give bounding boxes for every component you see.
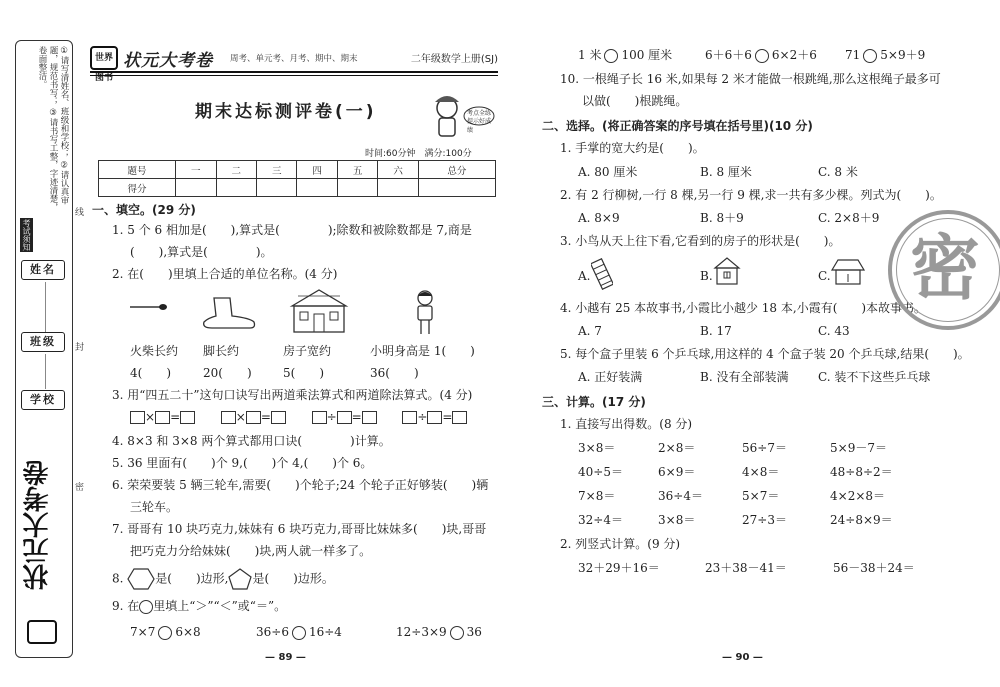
- hexagon-question: 是( )边形,: [155, 571, 229, 586]
- question-2: 2. 在( )里填上合适的单位名称。(4 分): [112, 267, 338, 281]
- score-header-cell: 总分: [418, 161, 495, 179]
- choice-1-option-b[interactable]: B. 8 厘米: [700, 165, 752, 179]
- question-3: 3. 用“四五二十”这句口诀写出两道乘法算式和两道除法算式。(4 分): [112, 388, 473, 402]
- choice-4-option-b[interactable]: B. 17: [700, 324, 732, 338]
- foot-length-label: 脚长约: [203, 344, 240, 358]
- choice-2-option-a[interactable]: A. 8×9: [578, 211, 620, 225]
- choice-5-option-c[interactable]: C. 装不下这些乒乓球: [818, 370, 931, 384]
- compare-left: 71: [845, 48, 861, 62]
- brand-name: 状元大考卷: [123, 51, 213, 71]
- roof-top-view-icon: [591, 258, 613, 290]
- compare-right: 16÷4: [308, 625, 342, 639]
- question-9-instruction: 里填上“＞”“＜”或“＝”。: [153, 599, 287, 613]
- calc-item: 32÷4＝: [578, 513, 623, 527]
- exam-notice-badge: 考试须知: [22, 219, 31, 251]
- compare-item: [396, 624, 482, 640]
- class-field[interactable]: 班级: [21, 332, 65, 352]
- divide-sign: ÷: [326, 410, 337, 424]
- hexagon-icon: [127, 568, 155, 590]
- instruction-2: ②请认真审题，规范书写；: [48, 46, 69, 205]
- choice-5-option-b[interactable]: B. 没有全部装满: [700, 370, 789, 384]
- score-cell[interactable]: [297, 179, 337, 197]
- compare-item: [130, 624, 201, 640]
- compare-item: [705, 47, 817, 63]
- vertical-calc-item: 56－38＋24＝: [833, 561, 915, 575]
- question-9: [112, 598, 286, 614]
- exam-meta: 时间:60分钟 满分:100分: [365, 149, 472, 159]
- choice-4-option-a[interactable]: A. 7: [578, 324, 602, 338]
- compare-left: 36÷6: [256, 625, 289, 639]
- compare-circle[interactable]: [604, 49, 618, 63]
- compare-left: 6＋6＋6: [705, 48, 752, 62]
- compare-circle[interactable]: [755, 49, 769, 63]
- strip-divider: [45, 282, 46, 332]
- choice-5: 5. 每个盒子里装 6 个乒乓球,用这样的 4 个盒子装 20 个乒乓球,结果( )。: [560, 347, 970, 361]
- answer-box[interactable]: [271, 411, 286, 424]
- equation-3: [312, 410, 377, 424]
- score-header-row: [99, 161, 496, 179]
- question-5: 5. 36 里面有( )个 9,( )个 4,( )个 6。: [112, 456, 373, 470]
- vertical-calc-item: 23＋38－41＝: [705, 561, 787, 575]
- height-answer: 36( ): [370, 366, 419, 380]
- question-4: 4. 8×3 和 3×8 两个算式都用口诀( )计算。: [112, 434, 391, 448]
- compare-right: 36: [466, 625, 482, 639]
- section-2-heading: 二、选择。(将正确答案的序号填在括号里)(10 分): [542, 119, 813, 133]
- calc-item: 4×8＝: [742, 465, 780, 479]
- choice-1-option-c[interactable]: C. 8 米: [818, 165, 858, 179]
- calc-item: 3×8＝: [578, 441, 616, 455]
- answer-box[interactable]: [402, 411, 417, 424]
- compare-right: 6×8: [175, 625, 201, 639]
- foot-length-answer: 20( ): [203, 366, 252, 380]
- section-3-heading: 三、计算。(17 分): [542, 395, 646, 409]
- question-8: [112, 568, 334, 590]
- choice-2: 2. 有 2 行柳树,一行 8 棵,另一行 9 棵,求一共有多少棵。列式为( )。: [560, 188, 942, 202]
- equals-sign: =: [351, 410, 362, 424]
- calc-item: 24÷8×9＝: [830, 513, 893, 527]
- instruction-3: ③请书写工整，字迹清楚，卷面整洁。: [37, 46, 58, 212]
- house-roof-icon: [830, 258, 866, 286]
- compare-circle[interactable]: [292, 626, 306, 640]
- house-front-icon: [713, 256, 741, 286]
- publisher-logo: 世界图书: [90, 46, 118, 70]
- calc-item: 7×8＝: [578, 489, 616, 503]
- equals-sign: =: [260, 410, 271, 424]
- answer-box[interactable]: [337, 411, 352, 424]
- question-8-number: 8.: [112, 571, 124, 586]
- match-length-answer: 4( ): [130, 366, 171, 380]
- score-cell[interactable]: [216, 179, 256, 197]
- strip-brand-text: 状元大考卷: [23, 460, 53, 590]
- choice-1: 1. 手掌的宽大约是( )。: [560, 141, 705, 155]
- score-header-cell: 二: [216, 161, 256, 179]
- choice-4: 4. 小越有 25 本故事书,小霞比小越少 18 本,小霞有( )本故事书。: [560, 301, 927, 315]
- times-sign: ×: [235, 410, 246, 424]
- calc-item: 2×8＝: [658, 441, 696, 455]
- calc-item: 40÷5＝: [578, 465, 623, 479]
- answer-box[interactable]: [221, 411, 236, 424]
- score-header-cell: 六: [378, 161, 418, 179]
- choice-3-option-b[interactable]: B.: [700, 269, 713, 283]
- strip-divider: [45, 354, 46, 389]
- cut-line-label: 密: [75, 483, 85, 493]
- question-6-line-1: 6. 荣荣要装 5 辆三轮车,需要( )个轮子;24 个轮子正好够装( )辆: [112, 478, 489, 492]
- question-10-line-1: 10. 一根绳子长 16 米,如果每 2 米才能做一根跳绳,那么这根绳子最多可: [560, 72, 941, 86]
- times-sign: ×: [145, 410, 156, 424]
- boy-icon: [410, 288, 440, 336]
- mascot-text-2: 提示好成绩: [467, 118, 492, 134]
- mascot-text-1: 考点全练: [467, 110, 492, 117]
- compare-right: 6×2＋6: [771, 48, 817, 62]
- compare-circle[interactable]: [158, 626, 172, 640]
- answer-box[interactable]: [452, 411, 467, 424]
- choice-4-option-c[interactable]: C. 43: [818, 324, 850, 338]
- page-title: 期末达标测评卷(一): [195, 102, 377, 122]
- compare-item: [256, 624, 342, 640]
- answer-box[interactable]: [180, 411, 195, 424]
- equals-sign: =: [442, 410, 453, 424]
- compare-left: 12÷3×9: [396, 625, 447, 639]
- score-table: [98, 160, 496, 197]
- score-header-cell: 题号: [99, 161, 176, 179]
- compare-left: 7×7: [130, 625, 156, 639]
- equals-sign: =: [170, 410, 181, 424]
- name-field[interactable]: 姓名: [21, 260, 65, 280]
- choice-5-option-a[interactable]: A. 正好装满: [578, 370, 643, 384]
- house-width-label: 房子宽约: [283, 344, 332, 358]
- stamp-character: 密: [910, 227, 980, 309]
- mascot-figure: [425, 88, 495, 140]
- score-header-cell: 一: [176, 161, 216, 179]
- foot-icon: [200, 296, 258, 330]
- compare-item: [578, 47, 672, 63]
- score-cell[interactable]: [256, 179, 296, 197]
- compare-circle[interactable]: [450, 626, 464, 640]
- house-icon: [288, 288, 350, 336]
- choice-2-option-b[interactable]: B. 8＋9: [700, 211, 744, 225]
- choice-3: 3. 小鸟从天上往下看,它看到的房子的形状是( )。: [560, 234, 841, 248]
- divide-sign: ÷: [417, 410, 428, 424]
- question-7-line-1: 7. 哥哥有 10 块巧克力,妹妹有 6 块巧克力,哥哥比妹妹多( )块,哥哥: [112, 522, 487, 536]
- answer-box[interactable]: [155, 411, 170, 424]
- score-header-cell: 四: [297, 161, 337, 179]
- header-rule: [90, 71, 498, 73]
- score-header-cell: 三: [256, 161, 296, 179]
- score-row: [99, 179, 496, 197]
- exam-instructions: [19, 46, 69, 216]
- instruction-1: ①请写清姓名、班级和学校；: [59, 46, 69, 158]
- choice-3-option-c[interactable]: C.: [818, 269, 831, 283]
- choice-1-option-a[interactable]: A. 80 厘米: [578, 165, 638, 179]
- question-1-line-1: 1. 5 个 6 相加是( ),算式是( );除数和被除数都是 7,商是: [112, 223, 472, 237]
- calc-item: 27÷3＝: [742, 513, 787, 527]
- strip-book-icon: [27, 620, 57, 644]
- score-row-label: 得分: [99, 179, 176, 197]
- question-9-prefix: 9. 在: [112, 599, 140, 613]
- pentagon-question: 是( )边形。: [252, 571, 334, 586]
- compare-left: 1 米: [578, 48, 602, 62]
- vertical-calc-item: 32＋29＋16＝: [578, 561, 660, 575]
- score-header-cell: 五: [337, 161, 377, 179]
- header-rule: [90, 75, 498, 76]
- answer-box[interactable]: [246, 411, 261, 424]
- compare-item: [845, 47, 925, 63]
- compare-circle[interactable]: [863, 49, 877, 63]
- circle-icon: [139, 600, 153, 614]
- calc-item: 4×2×8＝: [830, 489, 886, 503]
- question-6-line-2: 三轮车。: [130, 500, 179, 514]
- calc-item: 56÷7＝: [742, 441, 787, 455]
- score-cell[interactable]: [176, 179, 216, 197]
- score-cell[interactable]: [378, 179, 418, 197]
- choice-2-option-c[interactable]: C. 2×8＋9: [818, 211, 880, 225]
- answer-box[interactable]: [130, 411, 145, 424]
- question-10-line-2: 以做( )根跳绳。: [582, 94, 688, 108]
- grade-label: 二年级数学上册(SJ): [410, 54, 498, 65]
- score-cell[interactable]: [418, 179, 495, 197]
- choice-3-option-a[interactable]: A.: [578, 269, 591, 283]
- compare-right: 100 厘米: [621, 48, 673, 62]
- calc-part-1: 1. 直接写出得数。(8 分): [560, 417, 693, 431]
- equation-4: [402, 410, 467, 424]
- confidential-stamp: [880, 200, 1000, 340]
- score-cell[interactable]: [337, 179, 377, 197]
- equation-boxes-row: [130, 409, 467, 425]
- page-number-left: — 89 —: [265, 652, 306, 663]
- answer-box[interactable]: [427, 411, 442, 424]
- page-header: [90, 44, 498, 83]
- page-number-right: — 90 —: [722, 652, 763, 663]
- pentagon-icon: [228, 568, 252, 590]
- height-label: 小明身高是 1( ): [370, 344, 475, 358]
- strip-logo: [19, 450, 67, 650]
- calc-item: 5×7＝: [742, 489, 780, 503]
- calc-item: 5×9－7＝: [830, 441, 887, 455]
- calc-item: 48÷8÷2＝: [830, 465, 893, 479]
- house-width-answer: 5( ): [283, 366, 324, 380]
- calc-item: 36÷4＝: [658, 489, 703, 503]
- calc-part-2: 2. 列竖式计算。(9 分): [560, 537, 681, 551]
- question-1-line-2: ( ),算式是( )。: [130, 245, 273, 259]
- answer-box[interactable]: [312, 411, 327, 424]
- cut-line-label: 线: [75, 208, 85, 218]
- calc-item: 3×8＝: [658, 513, 696, 527]
- calc-item: 6×9＝: [658, 465, 696, 479]
- exam-tags: 周考、单元考、月考、期中、期末: [230, 54, 358, 64]
- binding-strip: [5, 40, 73, 660]
- section-1-heading: 一、填空。(29 分): [92, 203, 196, 217]
- answer-box[interactable]: [362, 411, 377, 424]
- question-7-line-2: 把巧克力分给妹妹( )块,两人就一样多了。: [130, 544, 372, 558]
- compare-right: 5×9＋9: [880, 48, 926, 62]
- cut-line-label: 封: [75, 343, 85, 353]
- equation-2: [221, 410, 286, 424]
- match-length-label: 火柴长约: [130, 344, 179, 358]
- school-field[interactable]: 学校: [21, 390, 65, 410]
- equation-1: [130, 410, 195, 424]
- matchstick-icon: [128, 300, 168, 314]
